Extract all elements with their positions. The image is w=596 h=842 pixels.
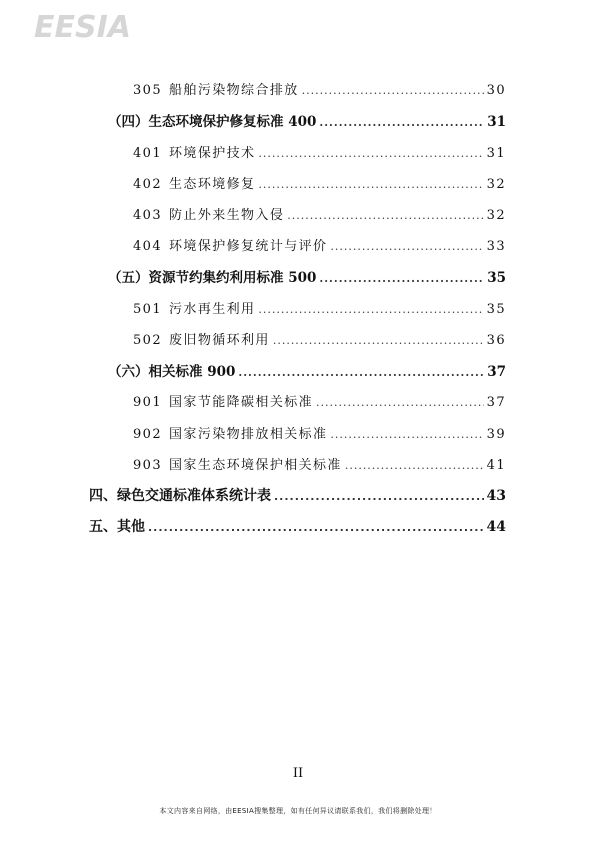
dot-leader bbox=[330, 428, 483, 441]
toc-entry-label: 废旧物循环利用 bbox=[169, 333, 270, 348]
toc-entry-page: 32 bbox=[486, 177, 506, 192]
dot-leader bbox=[258, 178, 483, 191]
toc-entry-label: 生态环境修复 bbox=[169, 177, 256, 192]
dot-leader bbox=[319, 272, 484, 285]
toc-entry-label: 五、其他 bbox=[89, 519, 145, 535]
toc-section-5[interactable] bbox=[108, 266, 506, 286]
toc-entry-page: 31 bbox=[486, 146, 506, 161]
toc-entry-401[interactable] bbox=[133, 142, 506, 161]
toc-section-6[interactable] bbox=[108, 360, 506, 380]
toc-entry-number: 501 bbox=[133, 302, 163, 317]
toc-entry-label: 环境保护技术 bbox=[169, 146, 256, 161]
toc-entry-label: 国家生态环境保护相关标准 bbox=[169, 458, 342, 473]
toc-chapter-4[interactable] bbox=[89, 485, 506, 505]
toc-entry-902[interactable] bbox=[133, 423, 506, 442]
toc-entry-305[interactable] bbox=[133, 79, 506, 98]
toc-entry-label: 船舶污染物综合排放 bbox=[169, 83, 299, 98]
toc-entry-page: 37 bbox=[487, 364, 506, 380]
toc-entry-502[interactable] bbox=[133, 329, 506, 348]
toc-entry-number: 401 bbox=[133, 146, 163, 161]
toc-entry-903[interactable] bbox=[133, 454, 506, 473]
toc-entry-label: 国家节能降碳相关标准 bbox=[169, 395, 314, 410]
toc-entry-page: 44 bbox=[486, 519, 506, 535]
toc-entry-label: 国家污染物排放相关标准 bbox=[169, 427, 328, 442]
toc-section-4[interactable] bbox=[108, 110, 506, 130]
toc-entry-501[interactable] bbox=[133, 298, 506, 317]
dot-leader bbox=[274, 490, 484, 503]
dot-leader bbox=[345, 459, 484, 472]
toc-entry-901[interactable] bbox=[133, 391, 506, 410]
toc-entry-page: 33 bbox=[486, 239, 506, 254]
toc-entry-402[interactable] bbox=[133, 173, 506, 192]
toc-entry-label: （四）生态环境保护修复标准 400 bbox=[108, 114, 317, 130]
toc-entry-page: 36 bbox=[486, 333, 506, 348]
dot-leader bbox=[258, 147, 483, 160]
toc-entry-page: 30 bbox=[486, 83, 506, 98]
dot-leader bbox=[148, 521, 484, 534]
toc-entry-number: 402 bbox=[133, 177, 163, 192]
toc-entry-page: 39 bbox=[486, 427, 506, 442]
toc-entry-page: 31 bbox=[487, 114, 506, 130]
dot-leader bbox=[273, 334, 484, 347]
toc-entry-number: 901 bbox=[133, 395, 163, 410]
toc-entry-label: （五）资源节约集约利用标准 500 bbox=[108, 270, 317, 286]
toc-entry-page: 35 bbox=[486, 302, 506, 317]
toc-entry-number: 305 bbox=[133, 83, 163, 98]
footer-disclaimer: 本文内容来自网络，由EESIA搜集整理，如有任何异议请联系我们，我们将删除处理！ bbox=[159, 807, 437, 815]
toc-entry-number: 404 bbox=[133, 239, 163, 254]
toc-entry-label: 环境保护修复统计与评价 bbox=[169, 239, 328, 254]
toc-chapter-5[interactable] bbox=[89, 516, 506, 536]
toc-entry-404[interactable] bbox=[133, 235, 506, 254]
toc-entry-page: 41 bbox=[486, 458, 506, 473]
toc-entry-403[interactable] bbox=[133, 204, 506, 223]
toc-entry-number: 902 bbox=[133, 427, 163, 442]
dot-leader bbox=[316, 396, 484, 409]
toc-entry-number: 903 bbox=[133, 458, 163, 473]
dot-leader bbox=[287, 209, 483, 222]
dot-leader bbox=[302, 84, 484, 97]
toc-entry-page: 43 bbox=[486, 488, 506, 504]
toc-entry-number: 502 bbox=[133, 333, 163, 348]
dot-leader bbox=[330, 240, 483, 253]
dot-leader bbox=[238, 366, 484, 379]
toc-entry-label: （六）相关标准 900 bbox=[108, 364, 236, 380]
toc-entry-label: 四、绿色交通标准体系统计表 bbox=[89, 488, 271, 504]
page-number: II bbox=[292, 766, 304, 781]
eesia-logo: EESIA bbox=[34, 10, 131, 45]
toc-entry-label: 污水再生利用 bbox=[169, 302, 256, 317]
toc-entry-page: 32 bbox=[486, 208, 506, 223]
toc-entry-page: 35 bbox=[487, 270, 506, 286]
toc-entry-label: 防止外来生物入侵 bbox=[169, 208, 285, 223]
dot-leader bbox=[319, 116, 484, 129]
toc-entry-page: 37 bbox=[486, 395, 506, 410]
toc-entry-number: 403 bbox=[133, 208, 163, 223]
dot-leader bbox=[258, 303, 483, 316]
